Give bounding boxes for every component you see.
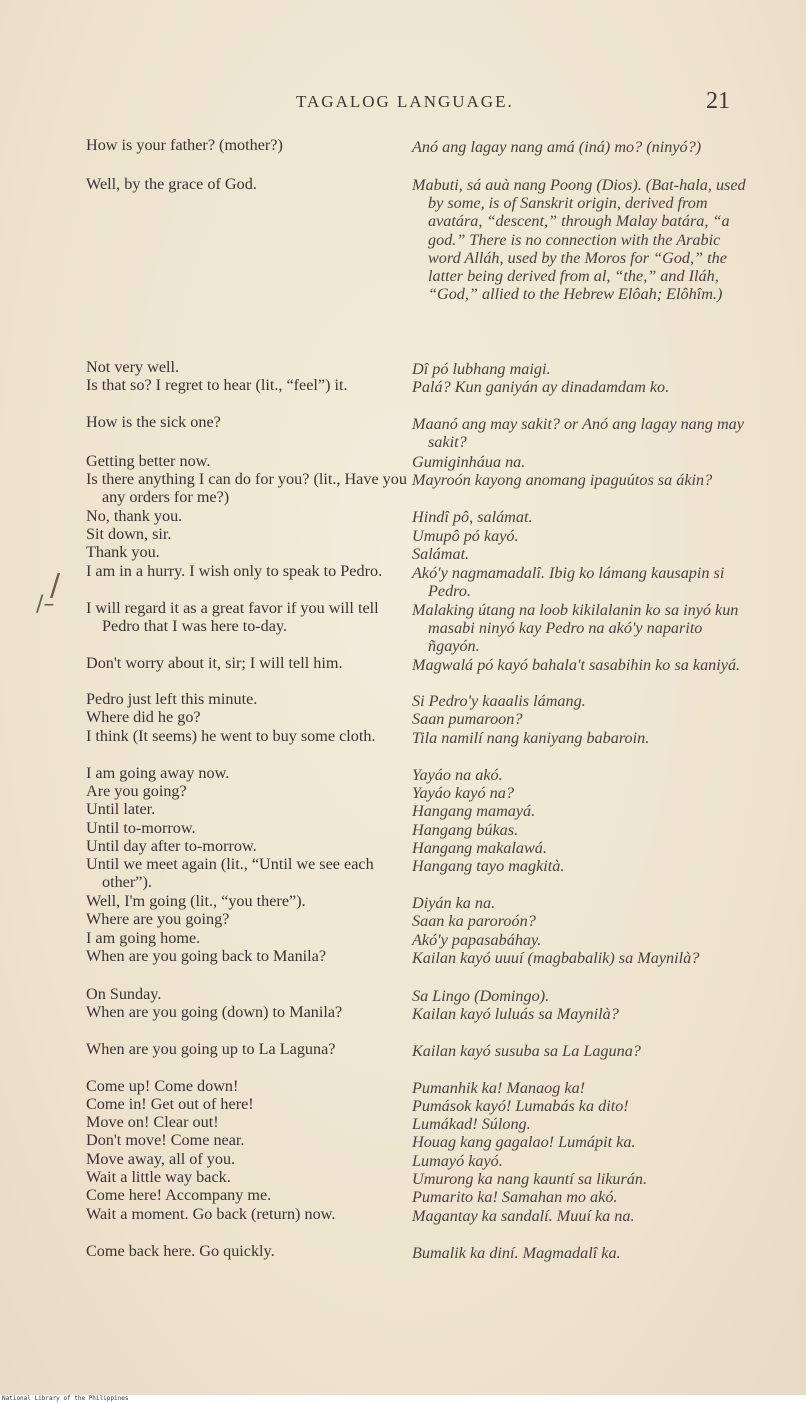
english-phrase: Are you going? — [86, 782, 187, 800]
pencil-mark-icon: / — [50, 568, 61, 603]
tagalog-phrase: Hangang mamayá. — [412, 802, 536, 820]
english-phrase: Come up! Come down! — [86, 1077, 239, 1095]
english-phrase: When are you going back to Manila? — [86, 947, 327, 965]
english-phrase: Wait a moment. Go back (return) now. — [86, 1205, 336, 1223]
english-phrase: On Sunday. — [86, 985, 162, 1003]
english-phrase: Well, I'm going (lit., “you there”). — [86, 892, 306, 910]
tagalog-phrase: Yayáo na akó. — [412, 766, 503, 784]
english-phrase: Is that so? I regret to hear (lit., “feel”) it. — [86, 376, 348, 394]
tagalog-phrase: Gumiginháua na. — [412, 453, 526, 471]
english-phrase: Come in! Get out of here! — [86, 1095, 254, 1113]
tagalog-phrase: Tila namilí nang kaniyang babaroin. — [412, 729, 650, 747]
english-phrase: Until we meet again (lit., “Until we see each other”). — [86, 855, 374, 892]
tagalog-phrase-text: Mabuti, sá auà nang Poong (Dios). (Bat-hala, used by some, is of Sanskrit origin, derived from avatára, “descent,” through Malay batára, “a god.” There is no connection with the Arabic word Alláh, used by the Moros for “God,” the latter being derived from al, “the,” and Iláh, “God,” allied to the Hebrew Elôah; Elôhîm.) — [412, 176, 746, 304]
tagalog-phrase: Pumások kayó! Lumabás ka dito! — [412, 1097, 629, 1115]
english-phrase: How is your father? (mother?) — [86, 136, 283, 154]
tagalog-phrase: Palá? Kun ganiyán ay dinadamdam ko. — [412, 378, 670, 396]
tagalog-phrase: Salámat. — [412, 545, 470, 563]
tagalog-phrase: Umupô pó kayó. — [412, 527, 519, 545]
english-phrase: Move away, all of you. — [86, 1150, 236, 1168]
tagalog-phrase: Saan ka paroroón? — [412, 912, 536, 930]
english-phrase: When are you going up to La Laguna? — [86, 1040, 336, 1058]
english-phrase: I will regard it as a great favor if you will tell Pedro that I was here to-day. — [86, 599, 379, 636]
tagalog-phrase: Pumarito ka! Samahan mo akó. — [412, 1188, 618, 1206]
english-phrase: Until day after to-morrow. — [86, 837, 257, 855]
tagalog-phrase: Hangang makalawá. — [412, 839, 547, 857]
tagalog-phrase: Yayáo kayó na? — [412, 784, 514, 802]
english-phrase: How is the sick one? — [86, 413, 221, 431]
tagalog-phrase: Houag kang gagalao! Lumápit ka. — [412, 1133, 636, 1151]
tagalog-phrase: Mayroón kayong anomang ipaguútos sa ákin? — [412, 471, 713, 489]
tagalog-phrase: Anó ang lagay nang amá (iná) mo? (ninyó?) — [412, 138, 702, 156]
tagalog-phrase: Lumákad! Súlong. — [412, 1115, 531, 1133]
tagalog-phrase: Umurong ka nang kauntí sa likurán. — [412, 1170, 648, 1188]
running-head: TAGALOG LANGUAGE. — [296, 92, 514, 111]
tagalog-phrase: Lumayó kayó. — [412, 1152, 503, 1170]
english-phrase: Thank you. — [86, 543, 160, 561]
english-phrase: Getting better now. — [86, 452, 211, 470]
tagalog-phrase: Magantay ka sandalí. Muuí ka na. — [412, 1207, 635, 1225]
tagalog-phrase: Magwalá pó kayó bahala't sasabihin ko sa kaniyá. — [412, 656, 741, 674]
pencil-mark-icon: /– — [36, 592, 55, 617]
english-phrase: No, thank you. — [86, 507, 183, 525]
tagalog-phrase: Bumalik ka diní. Magmadalî ka. — [412, 1244, 621, 1262]
english-phrase: I am going away now. — [86, 764, 230, 782]
english-phrase: Don't worry about it, sir; I will tell him. — [86, 654, 343, 672]
english-phrase: Where did he go? — [86, 708, 201, 726]
english-phrase: Where are you going? — [86, 910, 230, 928]
english-phrase: Until to-morrow. — [86, 819, 196, 837]
tagalog-phrase: Pumanhik ka! Manaog ka! — [412, 1079, 586, 1097]
english-phrase: Don't move! Come near. — [86, 1131, 245, 1149]
english-phrase: Not very well. — [86, 358, 180, 376]
english-phrase: Sit down, sir. — [86, 525, 172, 543]
tagalog-phrase: Akó'y nagmamadalî. Ibig ko lámang kausapin si Pedro. — [412, 564, 725, 601]
english-phrase: Come back here. Go quickly. — [86, 1242, 275, 1260]
footer-bar — [0, 1395, 806, 1403]
tagalog-phrase: Akó'y papasabáhay. — [412, 931, 542, 949]
tagalog-phrase: Kailan kayó luluás sa Maynilà? — [412, 1005, 619, 1023]
tagalog-phrase: Kailan kayó susuba sa La Laguna? — [412, 1042, 641, 1060]
tagalog-phrase: Hindî pô, salámat. — [412, 508, 533, 526]
tagalog-phrase: Malaking útang na loob kikilalanin ko sa inyó kun masabi ninyó kay Pedro na akó'y naparito ñgayón. — [412, 601, 739, 656]
english-phrase: Until later. — [86, 800, 156, 818]
tagalog-phrase: Saan pumaroon? — [412, 710, 523, 728]
english-phrase: Come here! Accompany me. — [86, 1186, 272, 1204]
english-phrase: When are you going (down) to Manila? — [86, 1003, 343, 1021]
english-phrase: I am in a hurry. I wish only to speak to Pedro. — [86, 562, 383, 580]
tagalog-phrase: Kailan kayó uuuí (magbabalik) sa Maynilà? — [412, 949, 700, 967]
footer-credit: National Library of the Philippines — [2, 1395, 129, 1402]
tagalog-phrase: Maanó ang may sakit? or Anó ang lagay nang may sakit? — [412, 415, 744, 452]
tagalog-phrase: Si Pedro'y kaaalis lámang. — [412, 692, 586, 710]
tagalog-phrase: Hangang búkas. — [412, 821, 519, 839]
tagalog-phrase: Hangang tayo magkità. — [412, 857, 565, 875]
english-phrase: Wait a little way back. — [86, 1168, 231, 1186]
english-phrase: Move on! Clear out! — [86, 1113, 219, 1131]
tagalog-phrase: Sa Lingo (Domingo). — [412, 987, 550, 1005]
english-phrase: Is there anything I can do for you? (lit., Have you any orders for me?) — [86, 470, 407, 507]
tagalog-phrase: Diyán ka na. — [412, 894, 496, 912]
english-phrase: Well, by the grace of God. — [86, 175, 257, 193]
page-header — [0, 88, 806, 122]
tagalog-phrase: Dî pó lubhang maigi. — [412, 360, 551, 378]
tagalog-phrase — [412, 176, 750, 303]
english-phrase: I am going home. — [86, 929, 201, 947]
english-phrase: I think (It seems) he went to buy some cloth. — [86, 727, 376, 745]
english-phrase: Pedro just left this minute. — [86, 690, 258, 708]
page-number: 21 — [706, 88, 730, 114]
